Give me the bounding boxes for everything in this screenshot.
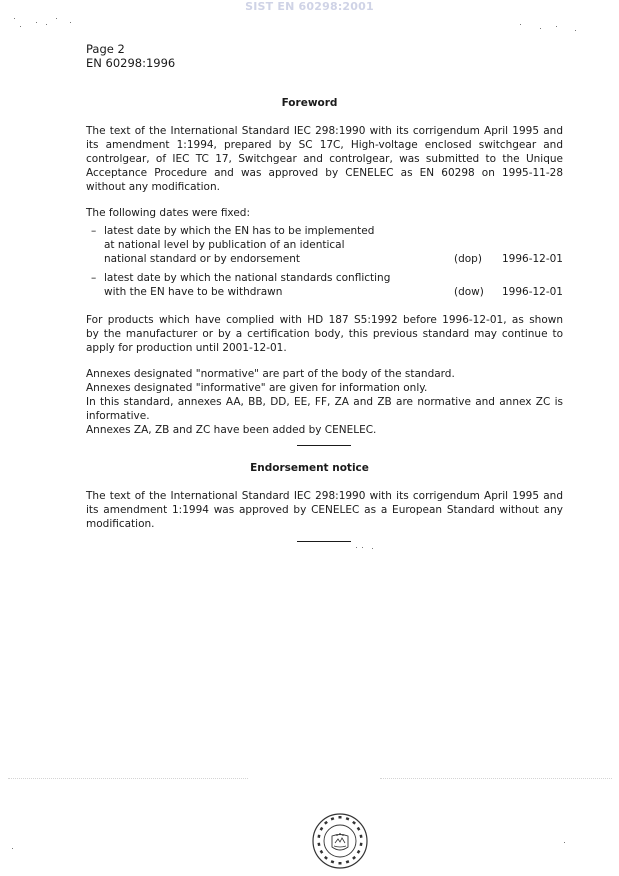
text-line: modification.	[86, 518, 155, 530]
text-line: its amendment 1:1994 was approved by CENELEC as a European Standard without any	[86, 504, 563, 516]
seal-icon	[311, 812, 369, 870]
text-line: informative.	[86, 410, 150, 422]
page-header	[86, 42, 175, 70]
scan-dotted-line	[380, 778, 612, 779]
scan-speck	[356, 547, 357, 548]
scan-speck	[362, 547, 363, 548]
text-line: without any modification.	[86, 181, 220, 193]
scan-speck	[46, 24, 47, 25]
institute-seal	[311, 812, 369, 870]
scan-speck	[70, 22, 71, 23]
end-divider	[297, 541, 351, 542]
text-line: national standard or by endorsement	[104, 253, 301, 265]
scan-speck	[12, 848, 13, 849]
date-item-dop	[91, 224, 563, 266]
dates-intro: The following dates were fixed:	[86, 207, 250, 219]
foreword-intro-paragraph	[86, 124, 563, 194]
date-item-description	[104, 224, 434, 266]
text-line: Annexes designated "normative" are part of the body of the standard.	[86, 368, 455, 380]
endorsement-paragraph	[86, 489, 563, 531]
annexes-paragraph	[86, 367, 563, 437]
text-line: its amendment 1:1994, prepared by SC 17C, High-voltage enclosed switchgear and	[86, 139, 563, 151]
scan-speck	[575, 30, 576, 31]
scan-speck	[564, 842, 565, 843]
text-line: Annexes ZA, ZB and ZC have been added by CENELEC.	[86, 424, 377, 436]
dash-marker: –	[91, 272, 97, 284]
date-value: 1996-12-01	[501, 286, 563, 298]
text-line: latest date by which the EN has to be implemented	[104, 225, 375, 237]
text-line: apply for production until 2001-12-01.	[86, 342, 287, 354]
text-line: at national level by publication of an identical	[104, 239, 345, 251]
section-divider	[297, 445, 351, 446]
hd-paragraph	[86, 313, 563, 355]
scan-speck	[520, 24, 521, 25]
page-number: Page 2	[86, 42, 125, 56]
text-line: latest date by which the national standards conflicting	[104, 272, 391, 284]
date-code: (dow)	[454, 286, 484, 298]
text-line: For products which have complied with HD 187 S5:1992 before 1996-12-01, as shown	[86, 314, 563, 326]
text-line: by the manufacturer or by a certification body, this previous standard may continue to	[86, 328, 563, 340]
date-code: (dop)	[454, 253, 482, 265]
scan-speck	[556, 26, 557, 27]
endorsement-title: Endorsement notice	[250, 462, 369, 474]
text-line: with the EN have to be withdrawn	[104, 286, 283, 298]
dash-marker: –	[91, 225, 97, 237]
scan-speck	[36, 22, 37, 23]
text-line: The text of the International Standard IEC 298:1990 with its corrigendum April 1995 and	[86, 125, 563, 137]
text-line: controlgear, of IEC TC 17, Switchgear and controlgear, was submitted to the Unique	[86, 153, 563, 165]
scan-speck	[20, 26, 21, 27]
text-line: Annexes designated "informative" are given for information only.	[86, 382, 428, 394]
scan-dotted-line	[8, 778, 248, 779]
date-item-dow	[91, 271, 563, 299]
watermark: SIST EN 60298:2001	[245, 0, 374, 13]
scan-speck	[56, 18, 57, 19]
scan-speck	[372, 548, 373, 549]
foreword-title: Foreword	[281, 97, 338, 109]
scan-speck	[14, 18, 15, 19]
text-line: Acceptance Procedure and was approved by CENELEC as EN 60298 on 1995-11-28	[86, 167, 563, 179]
text-line: The text of the International Standard IEC 298:1990 with its corrigendum April 1995 and	[86, 490, 563, 502]
standard-number: EN 60298:1996	[86, 56, 176, 70]
date-item-description	[104, 271, 434, 299]
date-value: 1996-12-01	[501, 253, 563, 265]
text-line: In this standard, annexes AA, BB, DD, EE, FF, ZA and ZB are normative and annex ZC is	[86, 396, 563, 408]
scan-speck	[540, 28, 541, 29]
